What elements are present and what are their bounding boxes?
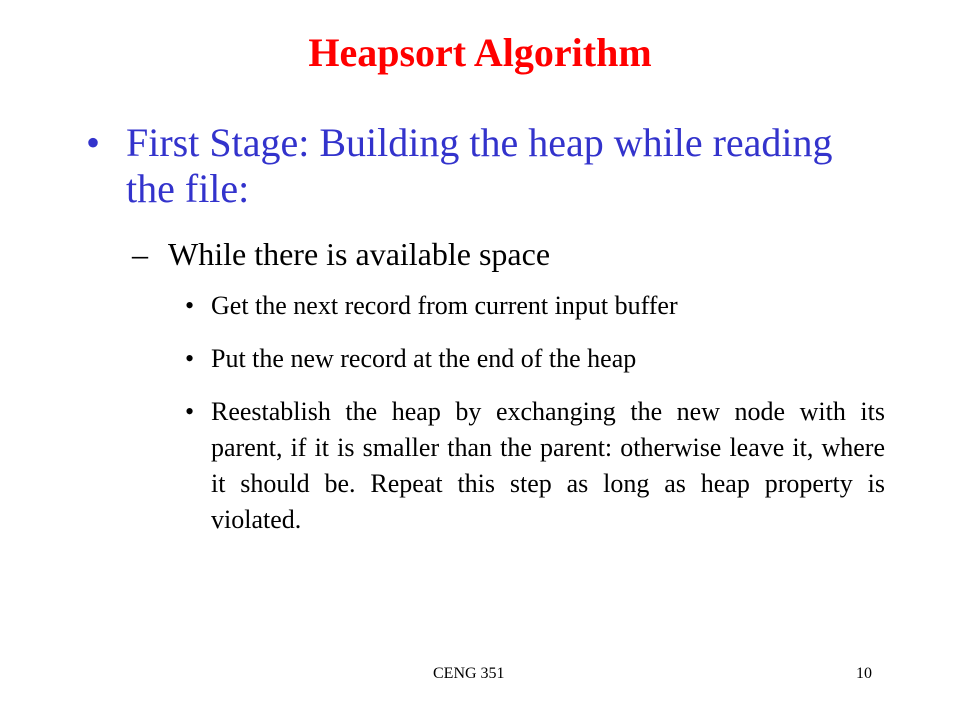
slide-title: Heapsort Algorithm	[308, 30, 652, 75]
step-text: Put the new record at the end of the heap	[211, 344, 637, 373]
step-text: Get the next record from current input buffer	[211, 291, 678, 320]
step-reestablish-heap	[185, 394, 885, 538]
bullet-marker: •	[86, 120, 101, 165]
bullet-marker: •	[185, 344, 195, 373]
available-space-text: While there is available space	[168, 236, 551, 272]
dash-marker: –	[132, 236, 148, 272]
bullet-marker: •	[185, 397, 195, 426]
bullet-marker: •	[185, 291, 195, 320]
step-get-record	[185, 288, 885, 324]
first-stage-bullet	[86, 120, 876, 212]
available-space-bullet	[132, 235, 872, 273]
footer-page-number: 10	[856, 665, 872, 682]
step-put-record	[185, 341, 885, 377]
first-stage-text: First Stage: Building the heap while reading the file:	[126, 120, 833, 211]
step-text: Reestablish the heap by exchanging the new node with its parent, if it is smaller than the parent: otherwise leave it, where it should be. Repeat this step as long as heap property is violated.	[211, 397, 885, 534]
footer-course: CENG 351	[433, 665, 505, 682]
